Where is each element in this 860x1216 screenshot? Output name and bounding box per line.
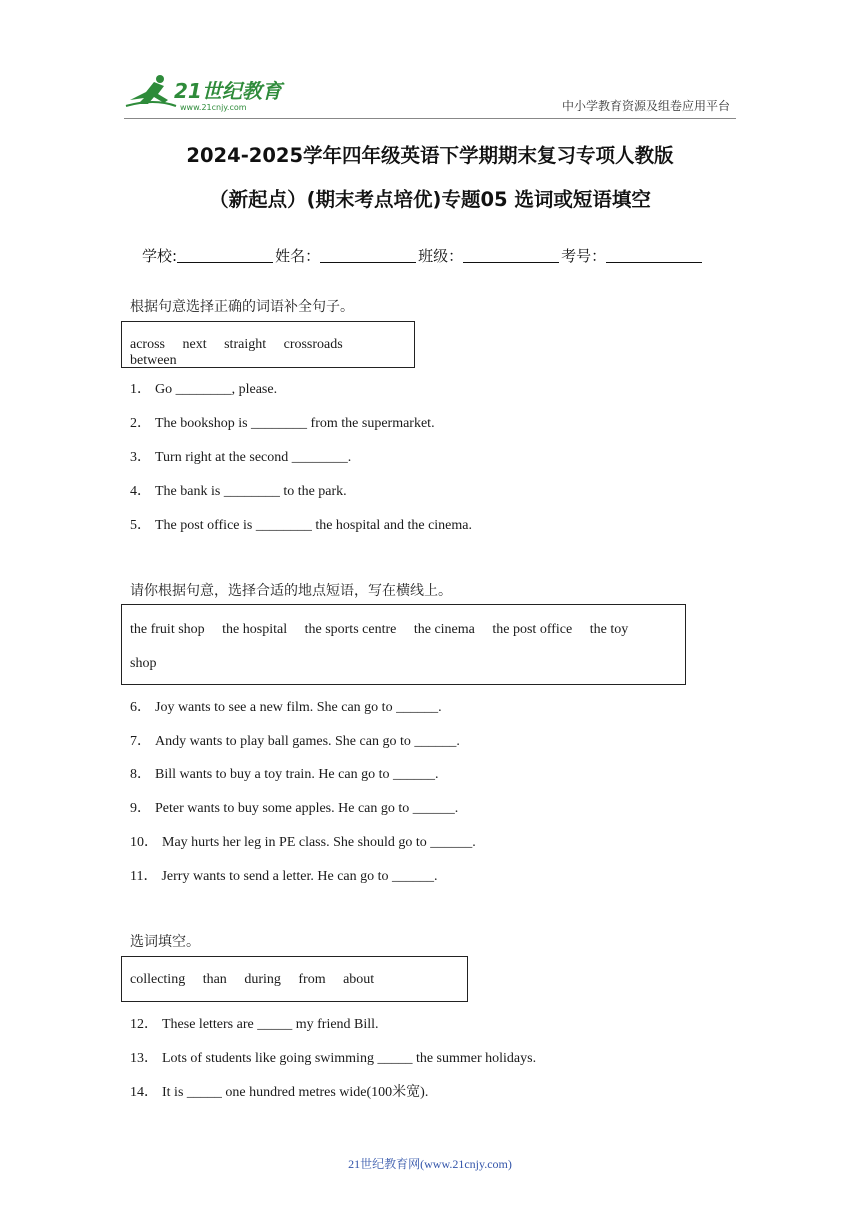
logo-url: www.21cnjy.com xyxy=(180,103,247,112)
question-1: 1． Go ________, please. xyxy=(130,382,278,397)
school-label: 学校: xyxy=(142,247,178,265)
page-footer[interactable]: 21世纪教育网(www.21cnjy.com) xyxy=(348,1157,512,1171)
phrase-option-continued: shop xyxy=(130,656,157,671)
page-title-line1: 2024-2025学年四年级英语下学期期末复习专项人教版 xyxy=(186,144,674,167)
question-11: 11． Jerry wants to send a letter. He can go to ______. xyxy=(130,869,438,884)
word-option: across xyxy=(130,337,165,352)
number-blank[interactable] xyxy=(606,248,702,263)
phrase-option: the post office xyxy=(492,622,573,637)
number-label: 考号： xyxy=(561,247,607,265)
section1-word-box xyxy=(121,321,415,368)
word-option: than xyxy=(202,972,227,987)
logo-21cnjy xyxy=(124,70,294,114)
question-8: 8． Bill wants to buy a toy train. He can go to ______. xyxy=(130,767,439,782)
header-divider xyxy=(124,118,736,119)
logo-text: 21世纪教育 xyxy=(174,79,282,103)
phrase-option: the sports centre xyxy=(304,622,397,637)
platform-label: 中小学教育资源及组卷应用平台 xyxy=(561,99,730,113)
question-12: 12． These letters are _____ my friend Bill. xyxy=(130,1017,379,1032)
name-label: 姓名： xyxy=(275,247,321,265)
question-4: 4． The bank is ________ to the park. xyxy=(130,484,347,499)
student-info-row xyxy=(142,245,704,266)
section1-instruction: 根据句意选择正确的词语补全句子。 xyxy=(130,299,354,315)
school-blank[interactable] xyxy=(177,248,273,263)
phrase-option: the hospital xyxy=(222,622,288,637)
word-option: from xyxy=(298,972,326,987)
question-7: 7． Andy wants to play ball games. She can go to ______. xyxy=(130,734,460,749)
word-option: between xyxy=(130,353,177,368)
question-6: 6． Joy wants to see a new film. She can go to ______. xyxy=(130,700,442,715)
question-3: 3． Turn right at the second ________. xyxy=(130,450,352,465)
word-option: straight xyxy=(224,337,267,352)
section2-word-box xyxy=(121,604,686,685)
word-option: next xyxy=(182,337,207,352)
word-option: crossroads xyxy=(283,337,343,352)
page-header xyxy=(0,0,860,120)
question-13: 13． Lots of students like going swimming _____ the summer holidays. xyxy=(130,1051,537,1066)
section3-word-box xyxy=(121,956,468,1002)
question-14: 14． It is _____ one hundred metres wide(100米宽). xyxy=(130,1085,429,1100)
section2-instruction: 请你根据句意，选择合适的地点短语，写在横线上。 xyxy=(130,583,452,599)
phrase-option: the toy xyxy=(589,622,629,637)
phrase-option: the fruit shop xyxy=(130,622,205,637)
class-blank[interactable] xyxy=(463,248,559,263)
question-2: 2． The bookshop is ________ from the supermarket. xyxy=(130,416,435,431)
phrase-option: the cinema xyxy=(413,622,475,637)
section3-instruction: 选词填空。 xyxy=(130,934,200,950)
page-title-line2: （新起点）(期末考点培优)专题05 选词或短语填空 xyxy=(209,188,651,211)
question-5: 5． The post office is ________ the hospital and the cinema. xyxy=(130,518,473,533)
word-option: during xyxy=(244,972,281,987)
name-blank[interactable] xyxy=(320,248,416,263)
word-option: collecting xyxy=(130,972,186,987)
question-9: 9． Peter wants to buy some apples. He can go to ______. xyxy=(130,801,459,816)
word-option: about xyxy=(343,972,375,987)
question-10: 10． May hurts her leg in PE class. She should go to ______. xyxy=(130,835,476,850)
class-label: 班级： xyxy=(418,247,464,265)
